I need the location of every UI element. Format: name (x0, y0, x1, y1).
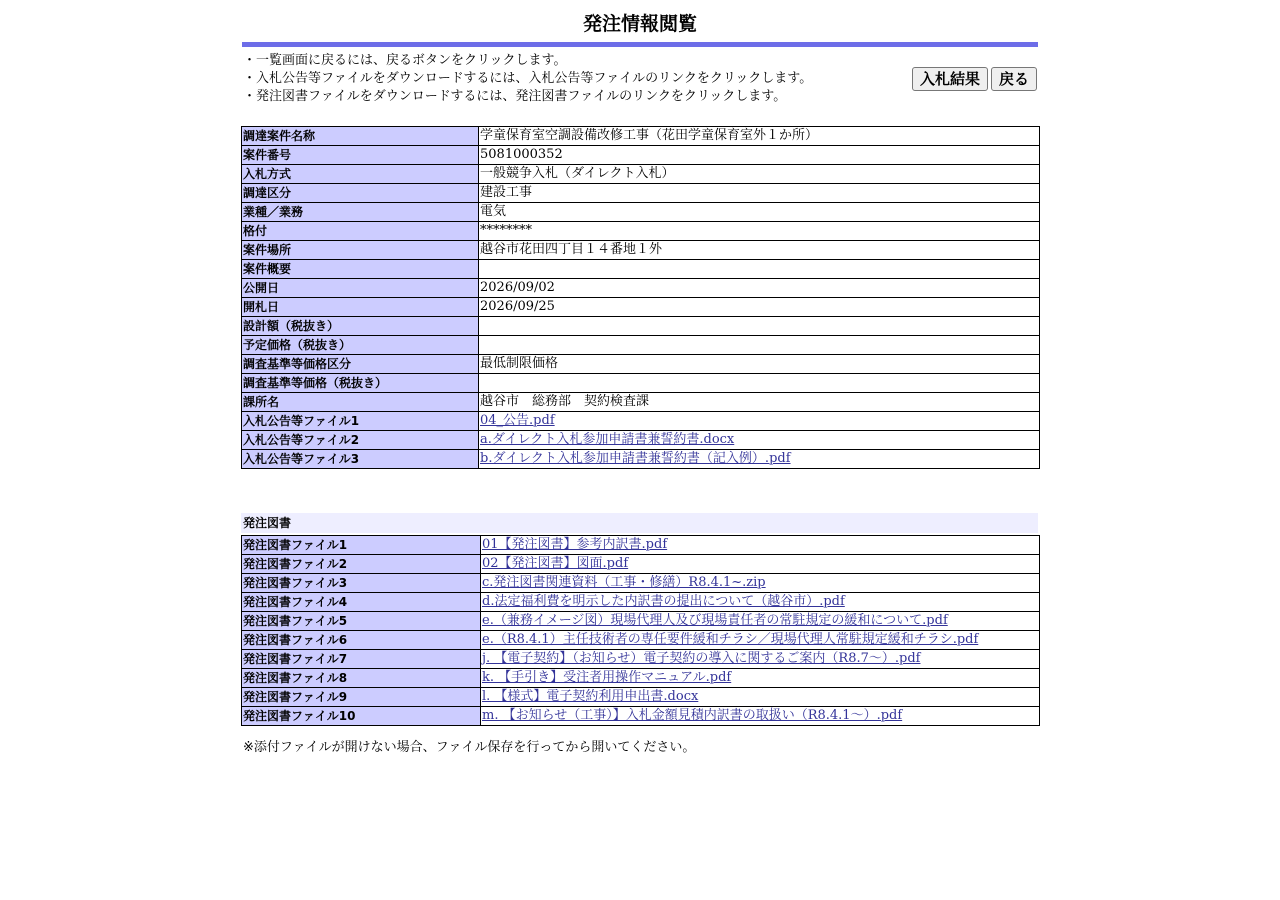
table-row (242, 555, 1040, 574)
table-row (242, 669, 1040, 688)
row-file-cell (481, 631, 1040, 650)
row-value: 電気 (479, 203, 1040, 222)
row-label: 設計額（税抜き） (242, 317, 479, 336)
row-label: 調査基準等価格（税抜き） (242, 374, 479, 393)
file-download-link[interactable]: j. 【電子契約】（お知らせ）電子契約の導入に関するご案内（R8.7～）.pdf (482, 651, 921, 666)
back-button[interactable]: 戻る (991, 67, 1037, 91)
file-download-link[interactable]: e.（R8.4.1）主任技術者の専任要件緩和チラシ／現場代理人常駐規定緩和チラシ.pdf (482, 632, 979, 647)
table-row (242, 707, 1040, 726)
row-label: 開札日 (242, 298, 479, 317)
row-label: 案件概要 (242, 260, 479, 279)
file-download-link[interactable]: 04_公告.pdf (480, 413, 555, 428)
row-label: 調達案件名称 (242, 127, 479, 146)
row-label: 調査基準等価格区分 (242, 355, 479, 374)
table-row (242, 279, 1040, 298)
table-row (242, 127, 1040, 146)
row-value: 越谷市花田四丁目１４番地１外 (479, 241, 1040, 260)
row-file-cell (479, 412, 1040, 431)
table-row (242, 688, 1040, 707)
table-row (242, 374, 1040, 393)
file-download-link[interactable]: b.ダイレクト入札参加申請書兼誓約書（記入例）.pdf (480, 451, 791, 466)
file-download-link[interactable]: l. 【様式】電子契約利用申出書.docx (482, 689, 699, 704)
row-label: 発注図書ファイル8 (242, 669, 481, 688)
table-row (242, 631, 1040, 650)
row-label: 発注図書ファイル6 (242, 631, 481, 650)
instruction-line: ・一覧画面に戻るには、戻るボタンをクリックします。 (243, 53, 567, 68)
row-label: 案件番号 (242, 146, 479, 165)
row-file-cell (479, 431, 1040, 450)
row-label: 公開日 (242, 279, 479, 298)
row-label: 入札方式 (242, 165, 479, 184)
row-file-cell (481, 688, 1040, 707)
table-row (242, 241, 1040, 260)
row-file-cell (481, 555, 1040, 574)
order-info-table (241, 126, 1040, 469)
table-row (242, 536, 1040, 555)
row-file-cell (479, 450, 1040, 469)
row-file-cell (481, 593, 1040, 612)
table-row (242, 450, 1040, 469)
row-label: 案件場所 (242, 241, 479, 260)
instruction-line: ・発注図書ファイルをダウンロードするには、発注図書ファイルのリンクをクリックします。 (243, 89, 787, 104)
row-label: 入札公告等ファイル3 (242, 450, 479, 469)
table-row (242, 593, 1040, 612)
row-label: 発注図書ファイル10 (242, 707, 481, 726)
table-row (242, 298, 1040, 317)
file-download-link[interactable]: k. 【手引き】受注者用操作マニュアル.pdf (482, 670, 732, 685)
table-row (242, 574, 1040, 593)
row-value: 2026/09/02 (479, 279, 1040, 298)
table-row (242, 612, 1040, 631)
row-label: 発注図書ファイル3 (242, 574, 481, 593)
row-label: 発注図書ファイル9 (242, 688, 481, 707)
row-label: 格付 (242, 222, 479, 241)
table-row (242, 146, 1040, 165)
row-label: 入札公告等ファイル1 (242, 412, 479, 431)
row-label: 発注図書ファイル1 (242, 536, 481, 555)
instruction-line: ・入札公告等ファイルをダウンロードするには、入札公告等ファイルのリンクをクリックします。 (243, 71, 813, 86)
file-download-link[interactable]: c.発注図書関連資料（工事・修繕）R8.4.1~.zip (482, 575, 766, 590)
table-row (242, 317, 1040, 336)
row-file-cell (481, 612, 1040, 631)
row-value: 5081000352 (479, 146, 1040, 165)
row-value (479, 260, 1040, 279)
row-label: 発注図書ファイル2 (242, 555, 481, 574)
row-file-cell (481, 536, 1040, 555)
row-label: 課所名 (242, 393, 479, 412)
file-download-link[interactable]: a.ダイレクト入札参加申請書兼誓約書.docx (480, 432, 735, 447)
row-label: 予定価格（税抜き） (242, 336, 479, 355)
row-label: 業種／業務 (242, 203, 479, 222)
row-label: 発注図書ファイル7 (242, 650, 481, 669)
row-value: 越谷市 総務部 契約検査課 (479, 393, 1040, 412)
table-row (242, 222, 1040, 241)
table-row (242, 650, 1040, 669)
table-row (242, 165, 1040, 184)
table-row (242, 355, 1040, 374)
file-download-link[interactable]: d.法定福利費を明示した内訳書の提出について（越谷市）.pdf (482, 594, 845, 609)
file-download-link[interactable]: 01【発注図書】参考内訳書.pdf (482, 537, 668, 552)
title-divider (242, 42, 1038, 47)
row-value: 2026/09/25 (479, 298, 1040, 317)
row-label: 入札公告等ファイル2 (242, 431, 479, 450)
page-title: 発注情報閲覧 (582, 13, 697, 35)
row-value (479, 374, 1040, 393)
table-row (242, 260, 1040, 279)
row-value: 一般競争入札（ダイレクト入札） (479, 165, 1040, 184)
row-label: 調達区分 (242, 184, 479, 203)
row-value: ******** (479, 222, 1040, 241)
file-download-link[interactable]: 02【発注図書】図面.pdf (482, 556, 629, 571)
row-file-cell (481, 707, 1040, 726)
row-value (479, 317, 1040, 336)
table-row (242, 203, 1040, 222)
row-value: 学童保育室空調設備改修工事（花田学童保育室外１か所） (479, 127, 1040, 146)
row-label: 発注図書ファイル4 (242, 593, 481, 612)
row-value: 最低制限価格 (479, 355, 1040, 374)
file-download-link[interactable]: e.（兼務イメージ図）現場代理人及び現場責任者の常駐規定の緩和について.pdf (482, 613, 948, 628)
table-row (242, 431, 1040, 450)
table-row (242, 412, 1040, 431)
table-row (242, 184, 1040, 203)
drawings-table (241, 535, 1040, 726)
instructions (243, 52, 812, 106)
footer-note: ※添付ファイルが開けない場合、ファイル保存を行ってから開いてください。 (243, 740, 696, 755)
drawings-section-title: 発注図書 (241, 513, 1038, 533)
bid-result-button[interactable]: 入札結果 (912, 67, 988, 91)
file-download-link[interactable]: m. 【お知らせ（工事）】入札金額見積内訳書の取扱い（R8.4.1～）.pdf (482, 708, 903, 723)
table-row (242, 336, 1040, 355)
row-label: 発注図書ファイル5 (242, 612, 481, 631)
row-file-cell (481, 574, 1040, 593)
row-file-cell (481, 669, 1040, 688)
row-file-cell (481, 650, 1040, 669)
row-value (479, 336, 1040, 355)
row-value: 建設工事 (479, 184, 1040, 203)
table-row (242, 393, 1040, 412)
